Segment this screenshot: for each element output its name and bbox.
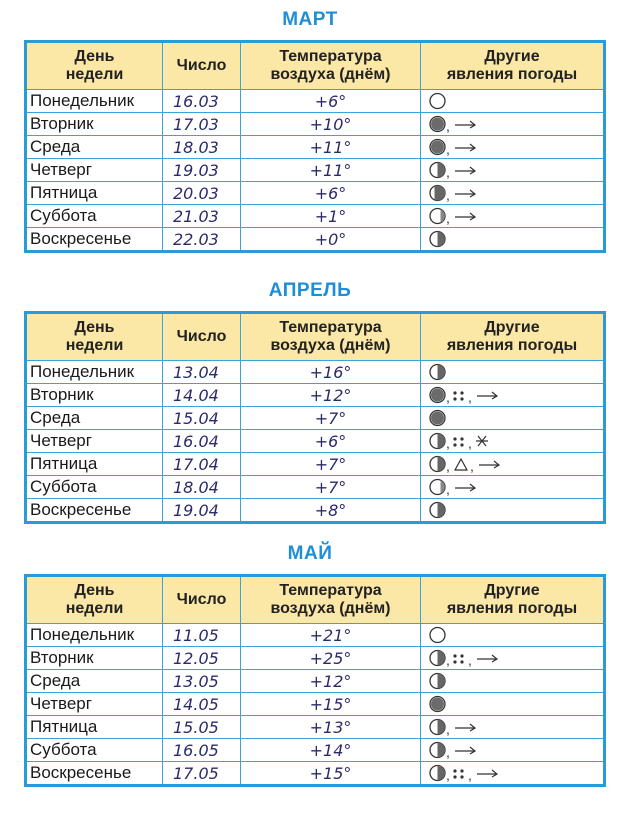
phenomena-cell [421, 205, 605, 228]
table-row [26, 430, 605, 453]
comma-separator: , [468, 389, 472, 405]
phenomena-cell [421, 624, 605, 647]
comma-separator: , [468, 435, 472, 451]
header-date: Число [163, 42, 241, 90]
day-cell: Воскресенье [26, 499, 163, 523]
header-day: День недели [26, 313, 163, 361]
rain-icon [453, 654, 463, 663]
header-row [26, 313, 605, 361]
date-cell: 11.05 [163, 624, 241, 647]
header-temp: Температура воздуха (днём) [241, 576, 421, 624]
comma-separator: , [446, 767, 450, 783]
day-cell: Пятница [26, 453, 163, 476]
table-row [26, 90, 605, 113]
wind-icon [479, 461, 499, 468]
header-day: День недели [26, 576, 163, 624]
day-cell: Четверг [26, 430, 163, 453]
partly-cloudy-icon [430, 163, 445, 178]
date-cell: 19.04 [163, 499, 241, 523]
header-date: Число [163, 576, 241, 624]
day-cell: Среда [26, 407, 163, 430]
phenomena-cell [421, 159, 605, 182]
comma-separator: , [446, 744, 450, 760]
date-cell: 13.05 [163, 670, 241, 693]
wind-icon [455, 724, 475, 731]
partly-cloudy-icon [430, 766, 445, 781]
slightly-cloudy-icon [430, 209, 445, 224]
temp-cell: +25° [241, 647, 421, 670]
day-cell: Четверг [26, 693, 163, 716]
comma-separator: , [446, 164, 450, 180]
month-title: МАРТ [282, 9, 338, 30]
date-cell: 14.05 [163, 693, 241, 716]
temp-cell: +12° [241, 670, 421, 693]
comma-separator: , [446, 141, 450, 157]
date-cell: 17.04 [163, 453, 241, 476]
table-row [26, 182, 605, 205]
partly-cloudy-icon [430, 232, 445, 247]
date-cell: 19.03 [163, 159, 241, 182]
overcast-icon [430, 411, 445, 426]
phenomena-cell [421, 228, 605, 252]
wind-icon [455, 190, 475, 197]
date-cell: 16.04 [163, 430, 241, 453]
table-row [26, 453, 605, 476]
overcast-icon [430, 697, 445, 712]
phenomena-cell [421, 453, 605, 476]
phenomena-cell [421, 136, 605, 159]
partly-cloudy-icon [430, 365, 445, 380]
temp-cell: +6° [241, 182, 421, 205]
partly-cloudy-icon [430, 674, 445, 689]
day-cell: Суббота [26, 476, 163, 499]
table-row [26, 136, 605, 159]
wind-icon [455, 121, 475, 128]
partly-cloudy-icon [430, 720, 445, 735]
date-cell: 15.05 [163, 716, 241, 739]
phenomena-cell [421, 647, 605, 670]
date-cell: 12.05 [163, 647, 241, 670]
day-cell: Суббота [26, 205, 163, 228]
temp-cell: +16° [241, 361, 421, 384]
weather-table-march [24, 40, 606, 253]
day-cell: Понедельник [26, 90, 163, 113]
table-row [26, 499, 605, 523]
wind-icon [477, 392, 497, 399]
partly-cloudy-icon [430, 743, 445, 758]
temp-cell: +10° [241, 113, 421, 136]
table-row [26, 476, 605, 499]
phenomena-cell [421, 430, 605, 453]
phenomena-cell [421, 90, 605, 113]
day-cell: Четверг [26, 159, 163, 182]
temp-cell: +0° [241, 228, 421, 252]
temp-cell: +14° [241, 739, 421, 762]
hail-icon [455, 459, 467, 470]
temp-cell: +7° [241, 453, 421, 476]
table-row [26, 228, 605, 252]
table-row [26, 624, 605, 647]
slightly-cloudy-icon [430, 480, 445, 495]
partly-cloudy-icon [430, 457, 445, 472]
table-row [26, 407, 605, 430]
comma-separator: , [446, 721, 450, 737]
phenomena-cell [421, 670, 605, 693]
clear-icon [430, 94, 445, 109]
temp-cell: +7° [241, 407, 421, 430]
day-cell: Пятница [26, 716, 163, 739]
table-row [26, 739, 605, 762]
day-cell: Вторник [26, 384, 163, 407]
table-row [26, 384, 605, 407]
wind-icon [455, 144, 475, 151]
header-row [26, 576, 605, 624]
table-row [26, 716, 605, 739]
day-cell: Понедельник [26, 624, 163, 647]
comma-separator: , [446, 389, 450, 405]
phenomena-cell [421, 407, 605, 430]
header-other: Другие явления погоды [421, 313, 605, 361]
table-row [26, 693, 605, 716]
rain-icon [453, 769, 463, 778]
phenomena-cell [421, 716, 605, 739]
weather-table-april [24, 311, 606, 524]
comma-separator: , [446, 210, 450, 226]
temp-cell: +15° [241, 762, 421, 786]
header-other: Другие явления погоды [421, 576, 605, 624]
rain-icon [453, 437, 463, 446]
partly-cloudy-icon [430, 651, 445, 666]
temp-cell: +13° [241, 716, 421, 739]
date-cell: 15.04 [163, 407, 241, 430]
date-cell: 17.03 [163, 113, 241, 136]
date-cell: 13.04 [163, 361, 241, 384]
month-title: МАЙ [287, 543, 333, 564]
header-temp: Температура воздуха (днём) [241, 313, 421, 361]
day-cell: Пятница [26, 182, 163, 205]
date-cell: 17.05 [163, 762, 241, 786]
temp-cell: +7° [241, 476, 421, 499]
header-other: Другие явления погоды [421, 42, 605, 90]
phenomena-cell [421, 476, 605, 499]
phenomena-cell [421, 113, 605, 136]
wind-icon [455, 213, 475, 220]
wind-icon [455, 747, 475, 754]
snow-icon [476, 436, 488, 446]
table-row [26, 205, 605, 228]
temp-cell: +21° [241, 624, 421, 647]
table-row [26, 647, 605, 670]
temp-cell: +8° [241, 499, 421, 523]
comma-separator: , [446, 652, 450, 668]
month-title: АПРЕЛЬ [268, 280, 352, 301]
temp-cell: +15° [241, 693, 421, 716]
overcast-icon [430, 117, 445, 132]
table-row [26, 159, 605, 182]
temp-cell: +11° [241, 159, 421, 182]
day-cell: Воскресенье [26, 762, 163, 786]
temp-cell: +1° [241, 205, 421, 228]
overcast-icon [430, 140, 445, 155]
date-cell: 16.05 [163, 739, 241, 762]
comma-separator: , [468, 767, 472, 783]
phenomena-cell [421, 762, 605, 786]
rain-icon [453, 391, 463, 400]
day-cell: Вторник [26, 113, 163, 136]
phenomena-cell [421, 693, 605, 716]
wind-icon [455, 484, 475, 491]
wind-icon [477, 770, 497, 777]
table-row [26, 762, 605, 786]
header-row [26, 42, 605, 90]
day-cell: Воскресенье [26, 228, 163, 252]
comma-separator: , [446, 481, 450, 497]
clear-icon [430, 628, 445, 643]
day-cell: Среда [26, 136, 163, 159]
header-date: Число [163, 313, 241, 361]
comma-separator: , [446, 187, 450, 203]
weather-table-may [24, 574, 606, 787]
phenomena-cell [421, 361, 605, 384]
wind-icon [455, 167, 475, 174]
header-day: День недели [26, 42, 163, 90]
phenomena-cell [421, 499, 605, 523]
table-row [26, 113, 605, 136]
header-temp: Температура воздуха (днём) [241, 42, 421, 90]
day-cell: Среда [26, 670, 163, 693]
date-cell: 14.04 [163, 384, 241, 407]
date-cell: 20.03 [163, 182, 241, 205]
phenomena-cell [421, 739, 605, 762]
overcast-icon [430, 388, 445, 403]
table-row [26, 361, 605, 384]
comma-separator: , [446, 458, 450, 474]
date-cell: 22.03 [163, 228, 241, 252]
temp-cell: +12° [241, 384, 421, 407]
day-cell: Понедельник [26, 361, 163, 384]
temp-cell: +6° [241, 90, 421, 113]
date-cell: 18.03 [163, 136, 241, 159]
temp-cell: +11° [241, 136, 421, 159]
day-cell: Вторник [26, 647, 163, 670]
day-cell: Суббота [26, 739, 163, 762]
date-cell: 18.04 [163, 476, 241, 499]
date-cell: 16.03 [163, 90, 241, 113]
temp-cell: +6° [241, 430, 421, 453]
table-row [26, 670, 605, 693]
comma-separator: , [468, 652, 472, 668]
partly-cloudy-icon [430, 434, 445, 449]
mostly-cloudy-icon [430, 186, 445, 201]
phenomena-cell [421, 384, 605, 407]
comma-separator: , [446, 435, 450, 451]
comma-separator: , [446, 118, 450, 134]
wind-icon [477, 655, 497, 662]
partly-cloudy-icon [430, 503, 445, 518]
comma-separator: , [470, 458, 474, 474]
phenomena-cell [421, 182, 605, 205]
date-cell: 21.03 [163, 205, 241, 228]
